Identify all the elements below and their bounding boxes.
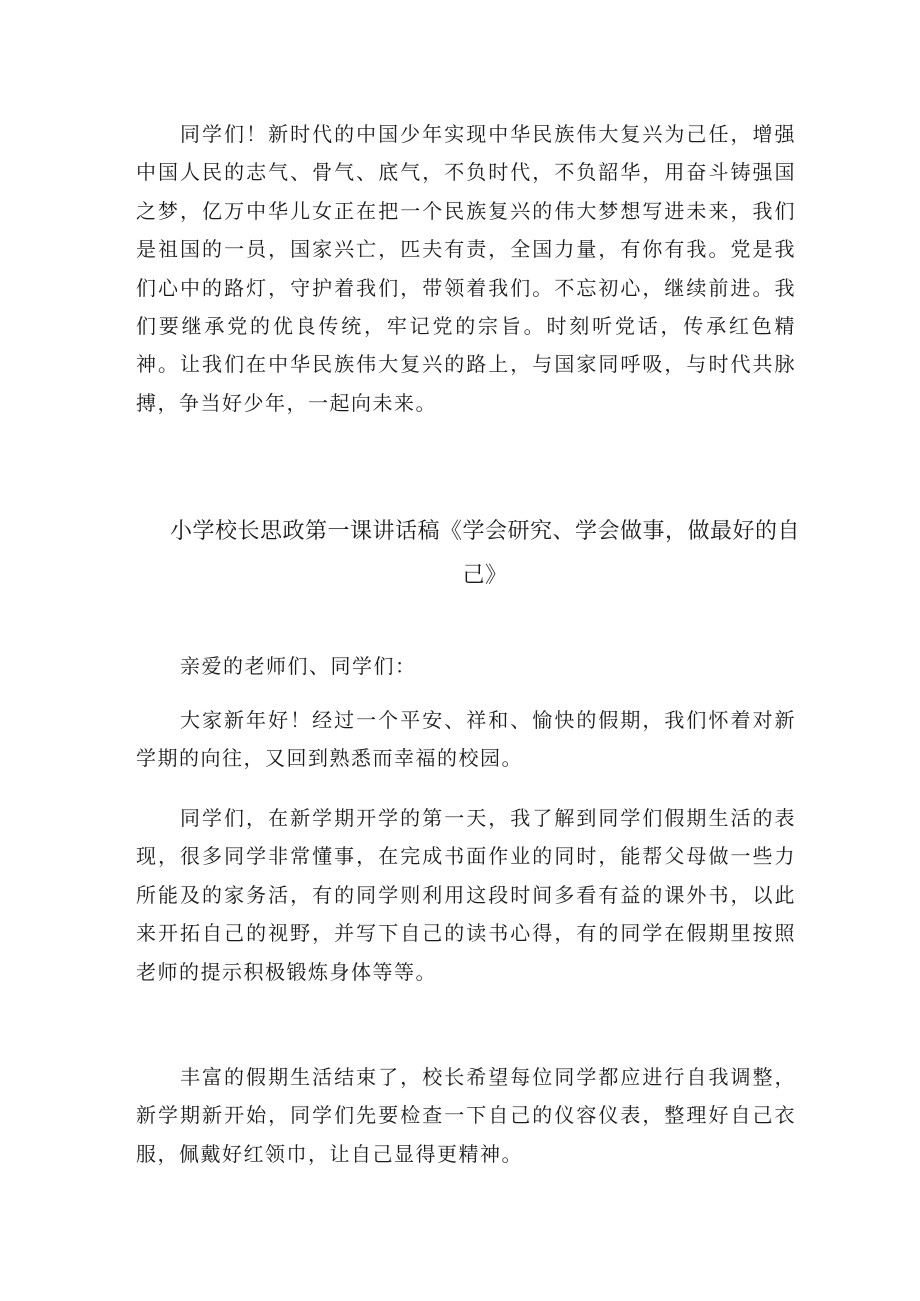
paragraph-closing-speech: 同学们！新时代的中国少年实现中华民族伟大复兴为己任，增强中国人民的志气、骨气、底气，不负时代，不负韶华，用奋斗铸强国之梦，亿万中华儿女正在把一个民族复兴的伟大梦想写进未来，我们是祖国的一员，国家兴亡，匹夫有责，全国力量，有你有我。党是我们心中的路灯，守护着我们，带领着我们。不忘初心，继续前进。我们要继承党的优良传统，牢记党的宗旨。时刻听党话，传承红色精神。让我们在中华民族伟大复兴的路上，与国家同呼吸，与时代共脉搏，争当好少年，一起向未来。 [136,122,796,415]
paragraph-holiday-life: 同学们，在新学期开学的第一天，我了解到同学们假期生活的表现，很多同学非常懂事，在完成书面作业的同时，能帮父母做一些力所能及的家务活，有的同学则利用这段时间多看有益的课外书，以此来开拓自己的视野，并写下自己的读书心得，有的同学在假期里按照老师的提示积极锻炼身体等等。 [136,806,796,984]
speech-title: 小学校长思政第一课讲话稿《学会研究、学会做事，做最好的自己》 [170,519,801,588]
paragraph-self-adjust: 丰富的假期生活结束了，校长希望每位同学都应进行自我调整，新学期新开始，同学们先要检查一下自己的仪容仪表，整理好自己衣服，佩戴好红领巾，让自己显得更精神。 [136,1065,796,1166]
greeting: 亲爱的老师们、同学们： [180,654,417,678]
paragraph-new-year: 大家新年好！经过一个平安、祥和、愉快的假期，我们怀着对新学期的向往，又回到熟悉而幸福的校园。 [136,708,796,771]
